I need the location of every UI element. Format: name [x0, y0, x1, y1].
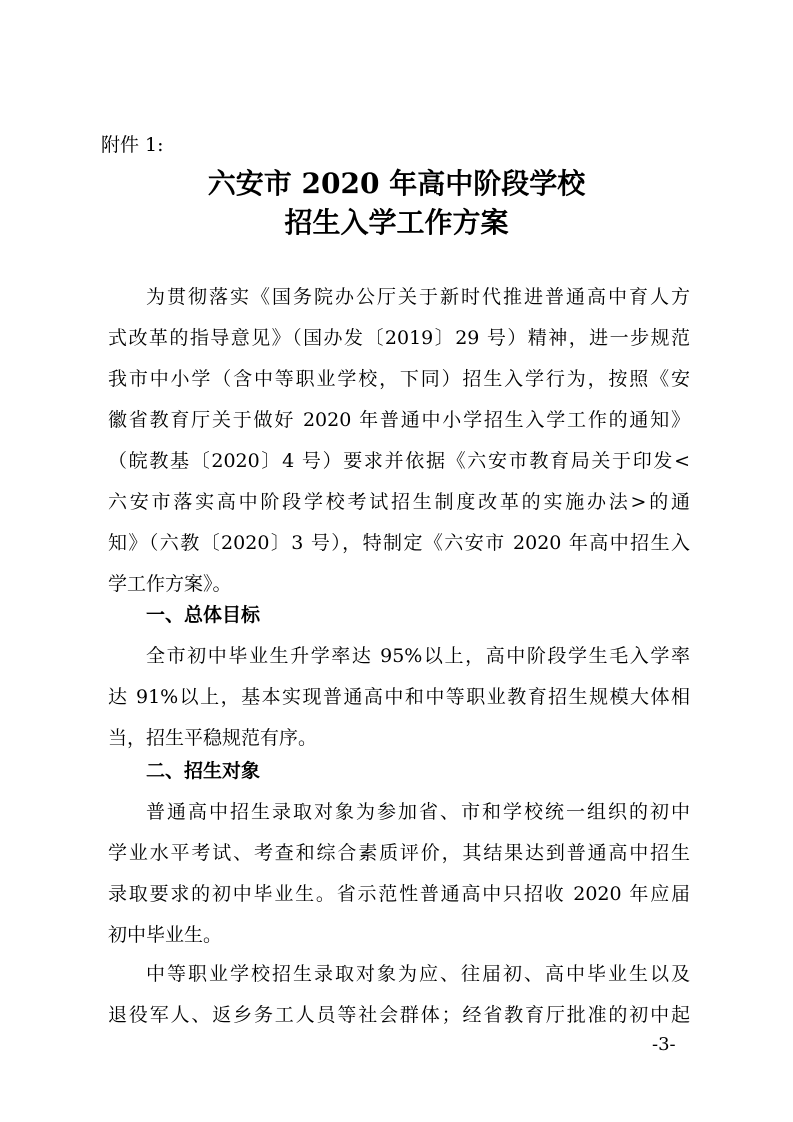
section2-para1-line-2: 学业水平考试、考查和综合素质评价，其结果达到普通高中招生 [108, 842, 690, 864]
page-number: -3- [652, 1034, 676, 1055]
intro-line-6: 六安市落实高中阶段学校考试招生制度改革的实施办法>的通 [108, 491, 690, 513]
document-title-line-2: 招生入学工作方案 [284, 206, 509, 239]
intro-line-3: 我市中小学（含中等职业学校，下同）招生入学行为，按照《安 [108, 368, 690, 390]
intro-line-1: 为贯彻落实《国务院办公厅关于新时代推进普通高中育人方 [146, 286, 690, 308]
attachment-label: 附件 1: [101, 134, 164, 156]
section1-line-3: 当，招生平稳规范有序。 [108, 727, 318, 749]
intro-line-5: （皖教基〔2020〕4 号）要求并依据《六安市教育局关于印发< [108, 450, 690, 472]
section2-para2-line-1: 中等职业学校招生录取对象为应、往届初、高中毕业生以及 [146, 963, 690, 985]
section2-para1-line-3: 录取要求的初中毕业生。省示范性普通高中只招收 2020 年应届 [108, 883, 690, 905]
document-title-line-1: 六安市 2020 年高中阶段学校 [207, 167, 586, 200]
section-heading-enrollment-targets: 二、招生对象 [146, 760, 261, 782]
intro-line-8: 学工作方案》。 [108, 573, 232, 595]
section2-para1-line-1: 普通高中招生录取对象为参加省、市和学校统一组织的初中 [146, 801, 690, 823]
intro-line-4: 徽省教育厅关于做好 2020 年普通中小学招生入学工作的通知》 [108, 409, 690, 431]
intro-line-2: 式改革的指导意见》（国办发〔2019〕29 号）精神，进一步规范 [108, 327, 690, 349]
section1-line-2: 达 91%以上，基本实现普通高中和中等职业教育招生规模大体相 [108, 686, 690, 708]
intro-line-7: 知》（六教〔2020〕3 号），特制定《六安市 2020 年高中招生入 [108, 532, 690, 554]
section-heading-overall-goals: 一、总体目标 [146, 604, 261, 626]
section2-para1-line-4: 初中毕业生。 [108, 924, 223, 946]
section2-para2-line-2: 退役军人、返乡务工人员等社会群体；经省教育厅批准的初中起 [108, 1004, 690, 1026]
section1-line-1: 全市初中毕业生升学率达 95%以上，高中阶段学生毛入学率 [146, 645, 690, 667]
